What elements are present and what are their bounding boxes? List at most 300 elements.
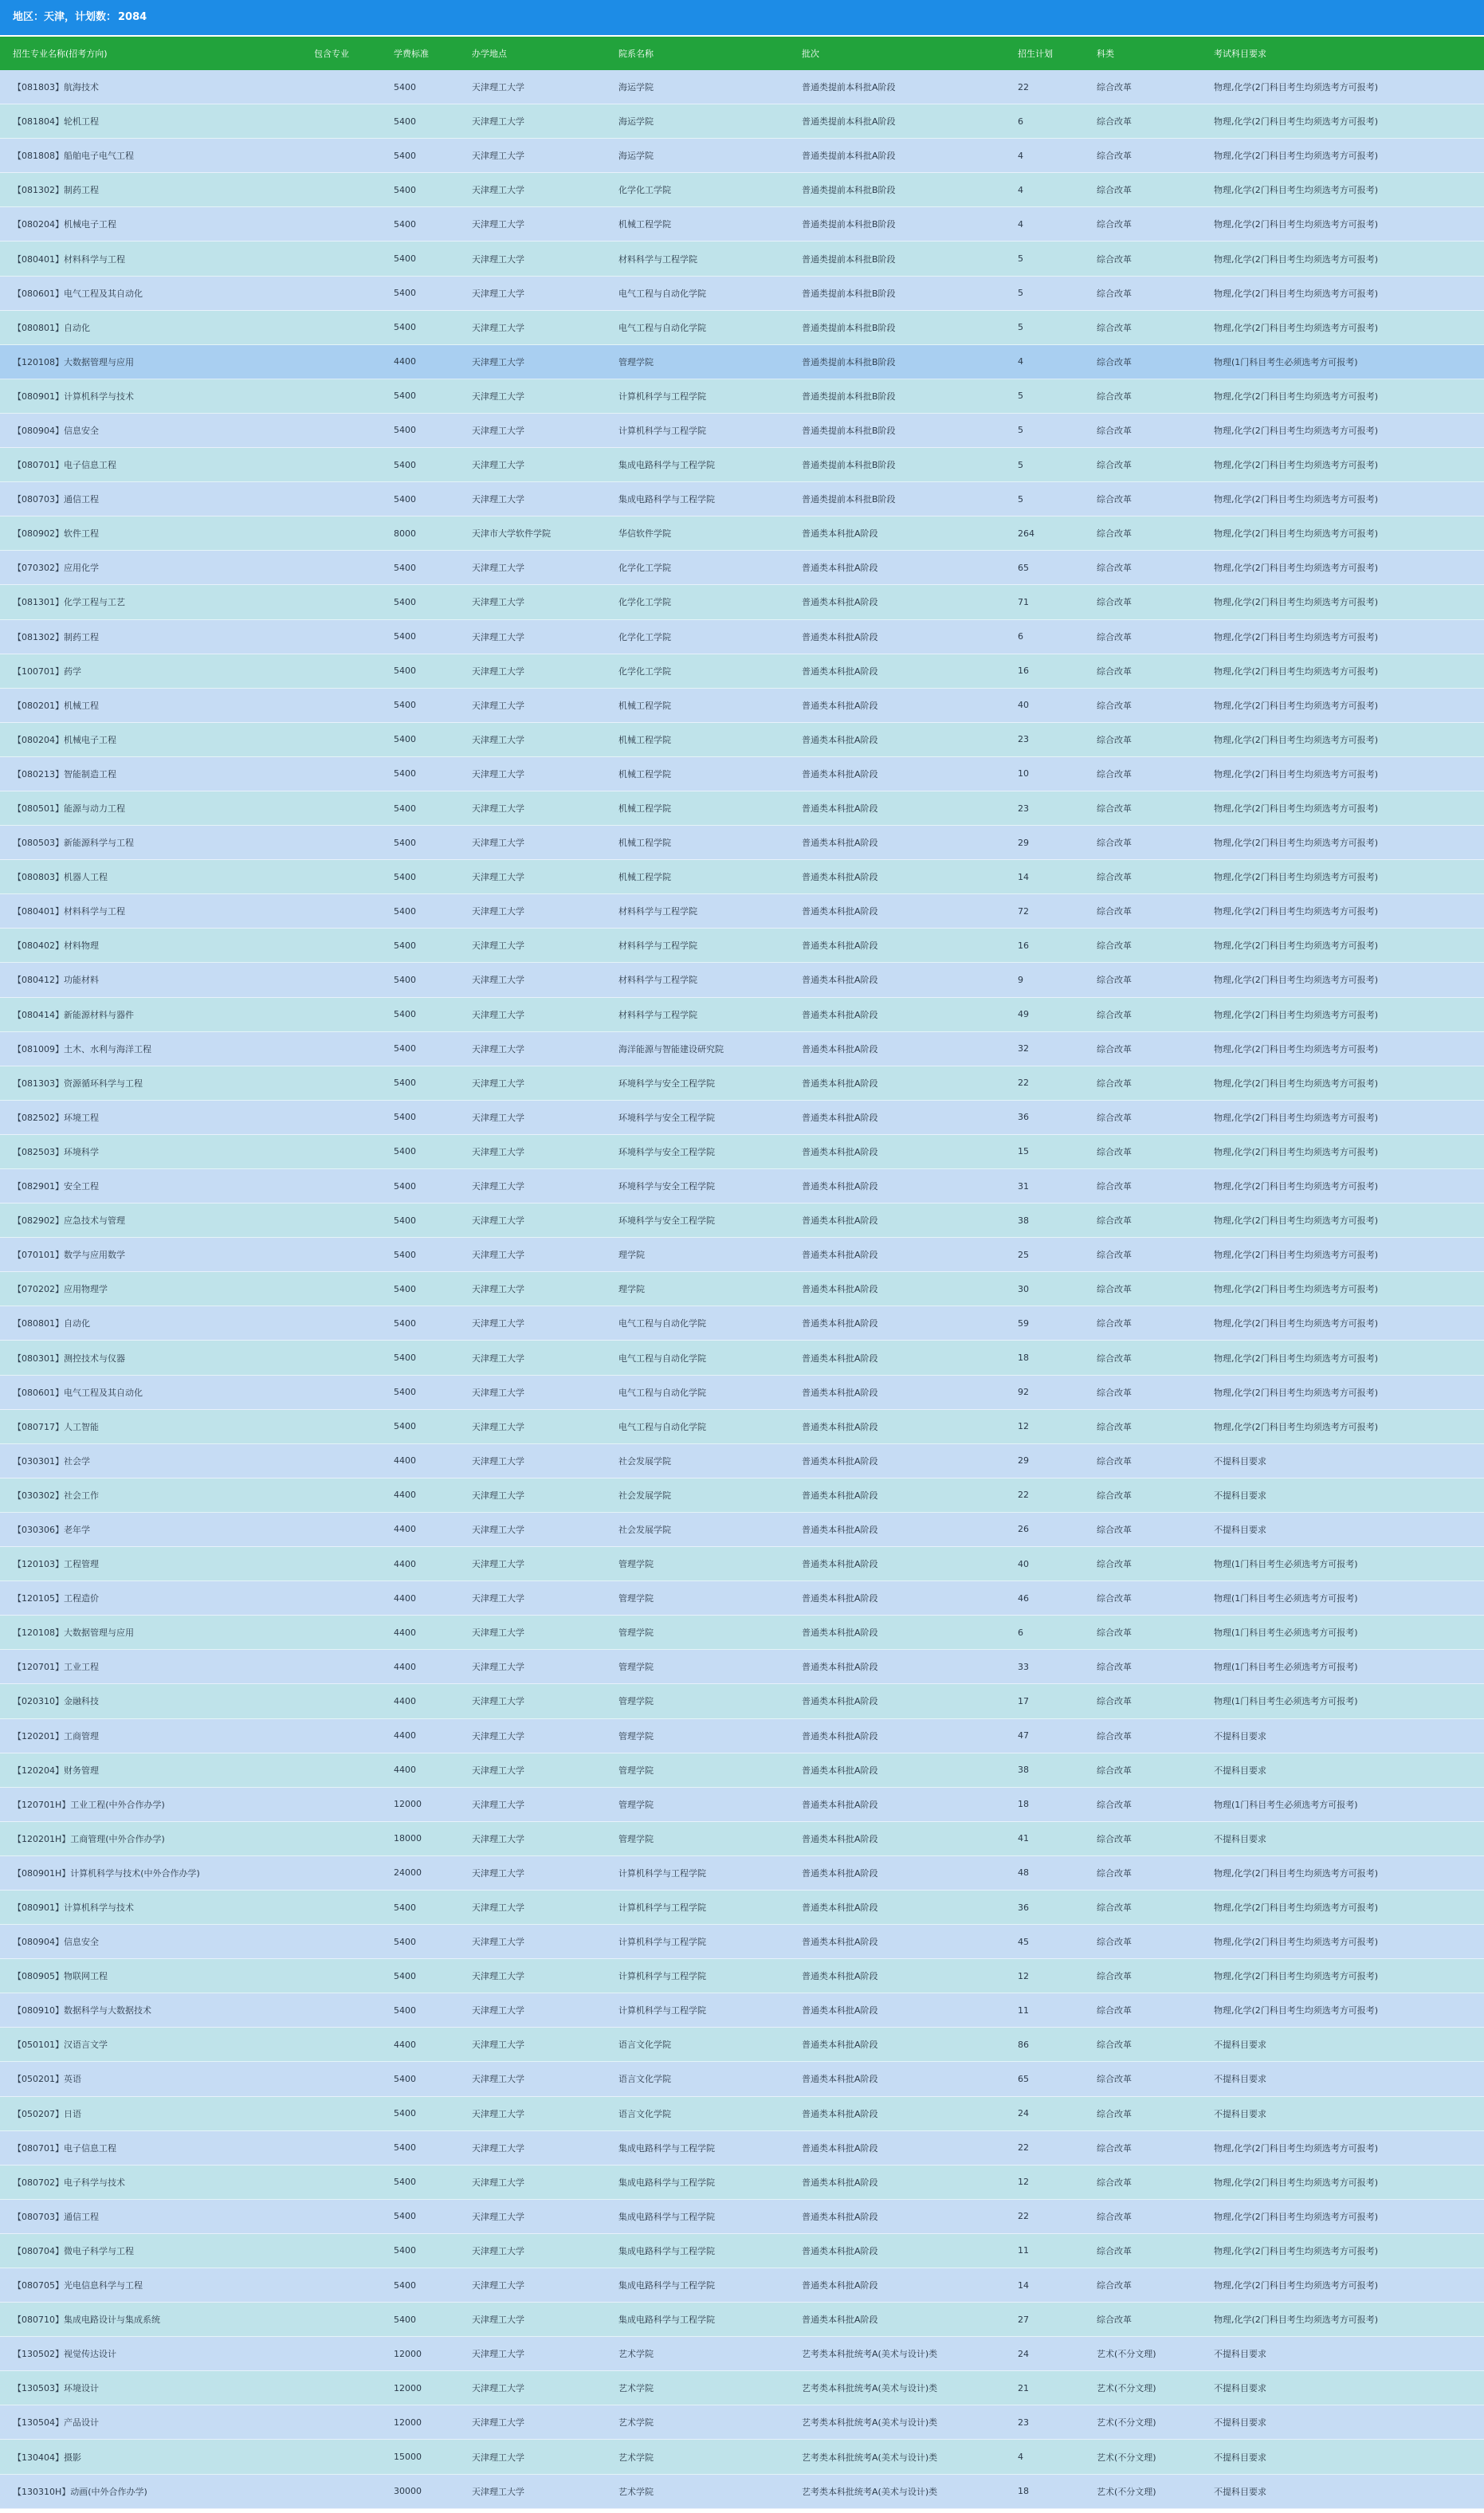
table-row bbox=[0, 1684, 1484, 1718]
cell-major-name: 【100701】药学 bbox=[13, 666, 81, 677]
cell-tuition: 5400 bbox=[394, 1249, 416, 1260]
table-row bbox=[0, 1066, 1484, 1101]
cell-department: 海运学院 bbox=[618, 151, 654, 162]
table-row bbox=[0, 2165, 1484, 2200]
cell-major-name: 【030301】社会学 bbox=[13, 1455, 90, 1467]
cell-plan-count: 25 bbox=[1018, 1249, 1029, 1260]
cell-category: 综合改革 bbox=[1097, 425, 1132, 436]
cell-department: 语言文化学院 bbox=[618, 2074, 671, 2085]
cell-batch: 普通类本科批A阶段 bbox=[802, 1628, 878, 1639]
table-row bbox=[0, 1650, 1484, 1684]
cell-category: 综合改革 bbox=[1097, 2005, 1132, 2016]
cell-department: 管理学院 bbox=[618, 1730, 654, 1741]
cell-batch: 普通类本科批A阶段 bbox=[802, 2142, 878, 2154]
cell-major-name: 【080801】自动化 bbox=[13, 322, 90, 333]
cell-tuition: 12000 bbox=[394, 2348, 422, 2359]
cell-tuition: 5400 bbox=[394, 2142, 416, 2154]
cell-tuition: 5400 bbox=[394, 1283, 416, 1294]
cell-plan-count: 45 bbox=[1018, 1936, 1029, 1947]
cell-major-name: 【082902】应急技术与管理 bbox=[13, 1215, 125, 1227]
table-row bbox=[0, 1616, 1484, 1650]
cell-plan-count: 14 bbox=[1018, 871, 1029, 882]
table-row bbox=[0, 1376, 1484, 1410]
cell-tuition: 4400 bbox=[394, 1592, 416, 1604]
cell-category: 综合改革 bbox=[1097, 1009, 1132, 1020]
cell-major-name: 【120201】工商管理 bbox=[13, 1730, 99, 1741]
cell-tuition: 5400 bbox=[394, 734, 416, 745]
cell-tuition: 5400 bbox=[394, 1112, 416, 1123]
table-row bbox=[0, 551, 1484, 585]
table-row bbox=[0, 1822, 1484, 1856]
cell-plan-count: 23 bbox=[1018, 734, 1029, 745]
cell-major-name: 【130310H】动画(中外合作办学) bbox=[13, 2486, 147, 2497]
cell-department: 管理学院 bbox=[618, 356, 654, 367]
cell-department: 集成电路科学与工程学院 bbox=[618, 2142, 715, 2154]
cell-campus: 天津理工大学 bbox=[472, 872, 524, 883]
cell-major-name: 【120105】工程造价 bbox=[13, 1593, 99, 1604]
cell-batch: 普通类本科批A阶段 bbox=[802, 803, 878, 815]
cell-department: 机械工程学院 bbox=[618, 219, 671, 230]
cell-subject-requirement: 不提科目要求 bbox=[1214, 2486, 1266, 2497]
cell-category: 艺术(不分文理) bbox=[1097, 2486, 1156, 2497]
table-row bbox=[0, 1238, 1484, 1272]
table-row bbox=[0, 1719, 1484, 1753]
cell-subject-requirement: 物理,化学(2门科目考生均须选考方可报考) bbox=[1214, 460, 1379, 471]
cell-tuition: 5400 bbox=[394, 1146, 416, 1157]
cell-major-name: 【081803】航海技术 bbox=[13, 82, 99, 93]
table-row bbox=[0, 2371, 1484, 2405]
cell-batch: 普通类本科批A阶段 bbox=[802, 666, 878, 677]
cell-batch: 普通类本科批A阶段 bbox=[802, 1696, 878, 1707]
cell-tuition: 4400 bbox=[394, 1695, 416, 1706]
cell-plan-count: 16 bbox=[1018, 940, 1029, 951]
cell-tuition: 5400 bbox=[394, 425, 416, 436]
table-row bbox=[0, 2131, 1484, 2165]
cell-tuition: 5400 bbox=[394, 940, 416, 951]
cell-major-name: 【080701】电子信息工程 bbox=[13, 460, 116, 471]
cell-batch: 普通类本科批A阶段 bbox=[802, 1387, 878, 1398]
cell-category: 艺术(不分文理) bbox=[1097, 2417, 1156, 2429]
cell-major-name: 【080901】计算机科学与技术 bbox=[13, 1902, 134, 1914]
table-row bbox=[0, 757, 1484, 791]
cell-campus: 天津理工大学 bbox=[472, 803, 524, 815]
cell-department: 社会发展学院 bbox=[618, 1490, 671, 1501]
cell-major-name: 【082503】环境科学 bbox=[13, 1146, 99, 1157]
cell-plan-count: 6 bbox=[1018, 631, 1023, 642]
cell-tuition: 4400 bbox=[394, 1455, 416, 1467]
cell-major-name: 【081302】制药工程 bbox=[13, 631, 99, 642]
cell-department: 社会发展学院 bbox=[618, 1524, 671, 1535]
cell-plan-count: 65 bbox=[1018, 2073, 1029, 2084]
table-row bbox=[0, 516, 1484, 551]
cell-subject-requirement: 物理(1门科目考生必须选考方可报考) bbox=[1214, 356, 1358, 367]
cell-subject-requirement: 不提科目要求 bbox=[1214, 1490, 1266, 1501]
cell-major-name: 【080703】通信工程 bbox=[13, 2211, 99, 2222]
cell-category: 综合改革 bbox=[1097, 356, 1132, 367]
cell-batch: 普通类本科批A阶段 bbox=[802, 872, 878, 883]
cell-campus: 天津理工大学 bbox=[472, 1937, 524, 1948]
cell-plan-count: 26 bbox=[1018, 1524, 1029, 1535]
cell-category: 综合改革 bbox=[1097, 1765, 1132, 1776]
cell-category: 综合改革 bbox=[1097, 1799, 1132, 1810]
cell-department: 材料科学与工程学院 bbox=[618, 1009, 697, 1020]
cell-campus: 天津理工大学 bbox=[472, 2280, 524, 2291]
cell-category: 艺术(不分文理) bbox=[1097, 2349, 1156, 2360]
cell-campus: 天津理工大学 bbox=[472, 1902, 524, 1914]
cell-category: 综合改革 bbox=[1097, 391, 1132, 402]
cell-major-name: 【130502】视觉传达设计 bbox=[13, 2349, 116, 2360]
cell-department: 艺术学院 bbox=[618, 2383, 654, 2394]
cell-subject-requirement: 物理,化学(2门科目考生均须选考方可报考) bbox=[1214, 1867, 1379, 1879]
cell-major-name: 【050207】日语 bbox=[13, 2108, 81, 2119]
cell-plan-count: 264 bbox=[1018, 528, 1034, 539]
cell-category: 综合改革 bbox=[1097, 563, 1132, 574]
cell-subject-requirement: 物理,化学(2门科目考生均须选考方可报考) bbox=[1214, 597, 1379, 608]
cell-campus: 天津理工大学 bbox=[472, 1799, 524, 1810]
cell-department: 理学院 bbox=[618, 1250, 645, 1261]
header-category: 科类 bbox=[1097, 49, 1114, 59]
header-department: 院系名称 bbox=[618, 49, 654, 59]
cell-subject-requirement: 物理,化学(2门科目考生均须选考方可报考) bbox=[1214, 1284, 1379, 1295]
cell-major-name: 【080803】机器人工程 bbox=[13, 872, 108, 883]
cell-batch: 普通类本科批A阶段 bbox=[802, 1318, 878, 1329]
cell-batch: 普通类本科批A阶段 bbox=[802, 1730, 878, 1741]
cell-major-name: 【120108】大数据管理与应用 bbox=[13, 356, 134, 367]
cell-subject-requirement: 物理,化学(2门科目考生均须选考方可报考) bbox=[1214, 1902, 1379, 1914]
cell-subject-requirement: 不提科目要求 bbox=[1214, 2040, 1266, 2051]
cell-batch: 艺考类本科批统考A(美术与设计)类 bbox=[802, 2486, 938, 2497]
cell-batch: 普通类本科批A阶段 bbox=[802, 1867, 878, 1879]
cell-plan-count: 65 bbox=[1018, 562, 1029, 573]
cell-batch: 普通类本科批A阶段 bbox=[802, 1902, 878, 1914]
cell-category: 综合改革 bbox=[1097, 940, 1132, 952]
table-row bbox=[0, 826, 1484, 860]
cell-subject-requirement: 物理(1门科目考生必须选考方可报考) bbox=[1214, 1628, 1358, 1639]
cell-campus: 天津理工大学 bbox=[472, 2417, 524, 2429]
cell-department: 艺术学院 bbox=[618, 2486, 654, 2497]
cell-major-name: 【130503】环境设计 bbox=[13, 2383, 99, 2394]
cell-department: 理学院 bbox=[618, 1284, 645, 1295]
cell-category: 综合改革 bbox=[1097, 906, 1132, 917]
cell-batch: 普通类本科批A阶段 bbox=[802, 2280, 878, 2291]
cell-plan-count: 14 bbox=[1018, 2279, 1029, 2291]
cell-subject-requirement: 物理,化学(2门科目考生均须选考方可报考) bbox=[1214, 940, 1379, 952]
cell-plan-count: 4 bbox=[1018, 150, 1023, 161]
cell-department: 管理学院 bbox=[618, 1833, 654, 1844]
cell-batch: 普通类提前本科批B阶段 bbox=[802, 494, 896, 505]
cell-major-name: 【120201H】工商管理(中外合作办学) bbox=[13, 1833, 165, 1844]
cell-batch: 普通类本科批A阶段 bbox=[802, 1284, 878, 1295]
cell-batch: 普通类本科批A阶段 bbox=[802, 906, 878, 917]
cell-major-name: 【080901】计算机科学与技术 bbox=[13, 391, 134, 402]
cell-category: 综合改革 bbox=[1097, 1490, 1132, 1501]
cell-plan-count: 22 bbox=[1018, 2211, 1029, 2222]
cell-tuition: 5400 bbox=[394, 1970, 416, 1981]
cell-batch: 普通类本科批A阶段 bbox=[802, 1043, 878, 1054]
cell-campus: 天津理工大学 bbox=[472, 1559, 524, 1570]
cell-department: 计算机科学与工程学院 bbox=[618, 1902, 706, 1914]
cell-department: 计算机科学与工程学院 bbox=[618, 1971, 706, 1982]
cell-category: 综合改革 bbox=[1097, 185, 1132, 196]
cell-department: 集成电路科学与工程学院 bbox=[618, 2280, 715, 2291]
cell-department: 化学化工学院 bbox=[618, 563, 671, 574]
cell-subject-requirement: 物理,化学(2门科目考生均须选考方可报考) bbox=[1214, 528, 1379, 540]
cell-category: 综合改革 bbox=[1097, 2142, 1132, 2154]
cell-major-name: 【120108】大数据管理与应用 bbox=[13, 1628, 134, 1639]
cell-plan-count: 41 bbox=[1018, 1833, 1029, 1844]
header-campus: 办学地点 bbox=[472, 49, 507, 59]
header-batch: 批次 bbox=[802, 49, 819, 59]
cell-subject-requirement: 物理,化学(2门科目考生均须选考方可报考) bbox=[1214, 1937, 1379, 1948]
cell-major-name: 【080701】电子信息工程 bbox=[13, 2142, 116, 2154]
cell-batch: 普通类本科批A阶段 bbox=[802, 1112, 878, 1123]
cell-department: 管理学院 bbox=[618, 1799, 654, 1810]
cell-department: 环境科学与安全工程学院 bbox=[618, 1112, 715, 1123]
cell-department: 环境科学与安全工程学院 bbox=[618, 1078, 715, 1089]
cell-plan-count: 40 bbox=[1018, 1558, 1029, 1569]
cell-batch: 艺考类本科批统考A(美术与设计)类 bbox=[802, 2452, 938, 2463]
cell-plan-count: 22 bbox=[1018, 81, 1029, 92]
cell-plan-count: 10 bbox=[1018, 768, 1029, 779]
table-row bbox=[0, 1135, 1484, 1169]
table-row bbox=[0, 1753, 1484, 1788]
cell-major-name: 【080503】新能源科学与工程 bbox=[13, 838, 134, 849]
cell-batch: 普通类本科批A阶段 bbox=[802, 1250, 878, 1261]
cell-tuition: 4400 bbox=[394, 1524, 416, 1535]
cell-tuition: 5400 bbox=[394, 871, 416, 882]
cell-campus: 天津理工大学 bbox=[472, 356, 524, 367]
cell-batch: 普通类本科批A阶段 bbox=[802, 2005, 878, 2016]
cell-subject-requirement: 物理,化学(2门科目考生均须选考方可报考) bbox=[1214, 151, 1379, 162]
cell-plan-count: 16 bbox=[1018, 666, 1029, 677]
cell-campus: 天津理工大学 bbox=[472, 1284, 524, 1295]
cell-major-name: 【080901H】计算机科学与技术(中外合作办学) bbox=[13, 1867, 200, 1879]
cell-subject-requirement: 物理,化学(2门科目考生均须选考方可报考) bbox=[1214, 82, 1379, 93]
cell-major-name: 【080401】材料科学与工程 bbox=[13, 906, 125, 917]
cell-major-name: 【080710】集成电路设计与集成系统 bbox=[13, 2315, 160, 2326]
cell-campus: 天津理工大学 bbox=[472, 391, 524, 402]
cell-batch: 普通类本科批A阶段 bbox=[802, 1524, 878, 1535]
table-row bbox=[0, 894, 1484, 929]
cell-category: 综合改革 bbox=[1097, 2245, 1132, 2256]
cell-category: 综合改革 bbox=[1097, 1524, 1132, 1535]
cell-batch: 普通类本科批A阶段 bbox=[802, 1009, 878, 1020]
cell-category: 综合改革 bbox=[1097, 2177, 1132, 2188]
cell-category: 综合改革 bbox=[1097, 1593, 1132, 1604]
cell-department: 华信软件学院 bbox=[618, 528, 671, 540]
cell-tuition: 4400 bbox=[394, 1490, 416, 1501]
cell-campus: 天津理工大学 bbox=[472, 1043, 524, 1054]
cell-batch: 普通类本科批A阶段 bbox=[802, 1215, 878, 1227]
cell-major-name: 【081808】船舶电子电气工程 bbox=[13, 151, 134, 162]
cell-category: 综合改革 bbox=[1097, 116, 1132, 128]
cell-subject-requirement: 物理,化学(2门科目考生均须选考方可报考) bbox=[1214, 1078, 1379, 1089]
cell-category: 综合改革 bbox=[1097, 768, 1132, 779]
cell-batch: 艺考类本科批统考A(美术与设计)类 bbox=[802, 2417, 938, 2429]
cell-tuition: 5400 bbox=[394, 2073, 416, 2084]
table-row bbox=[0, 2028, 1484, 2062]
table-row bbox=[0, 654, 1484, 689]
cell-tuition: 5400 bbox=[394, 2108, 416, 2119]
cell-campus: 天津理工大学 bbox=[472, 1387, 524, 1398]
cell-category: 综合改革 bbox=[1097, 838, 1132, 849]
cell-department: 集成电路科学与工程学院 bbox=[618, 460, 715, 471]
cell-batch: 普通类本科批A阶段 bbox=[802, 1593, 878, 1604]
cell-subject-requirement: 不提科目要求 bbox=[1214, 2452, 1266, 2463]
cell-department: 集成电路科学与工程学院 bbox=[618, 2245, 715, 2256]
cell-campus: 天津理工大学 bbox=[472, 700, 524, 711]
cell-campus: 天津理工大学 bbox=[472, 2315, 524, 2326]
cell-department: 机械工程学院 bbox=[618, 838, 671, 849]
cell-subject-requirement: 物理,化学(2门科目考生均须选考方可报考) bbox=[1214, 494, 1379, 505]
cell-department: 电气工程与自动化学院 bbox=[618, 1421, 706, 1432]
cell-campus: 天津理工大学 bbox=[472, 1146, 524, 1157]
table-row bbox=[0, 139, 1484, 173]
cell-department: 集成电路科学与工程学院 bbox=[618, 494, 715, 505]
table-row bbox=[0, 2234, 1484, 2268]
table-row bbox=[0, 1101, 1484, 1135]
cell-plan-count: 46 bbox=[1018, 1592, 1029, 1604]
cell-department: 环境科学与安全工程学院 bbox=[618, 1146, 715, 1157]
cell-plan-count: 6 bbox=[1018, 1627, 1023, 1638]
cell-department: 语言文化学院 bbox=[618, 2108, 671, 2119]
cell-campus: 天津理工大学 bbox=[472, 1215, 524, 1227]
cell-tuition: 12000 bbox=[394, 1799, 422, 1810]
cell-plan-count: 22 bbox=[1018, 2142, 1029, 2154]
cell-category: 综合改革 bbox=[1097, 1833, 1132, 1844]
cell-campus: 天津理工大学 bbox=[472, 460, 524, 471]
cell-batch: 普通类本科批A阶段 bbox=[802, 975, 878, 986]
cell-tuition: 5400 bbox=[394, 974, 416, 985]
cell-plan-count: 6 bbox=[1018, 116, 1023, 127]
cell-subject-requirement: 不提科目要求 bbox=[1214, 1455, 1266, 1467]
cell-subject-requirement: 不提科目要求 bbox=[1214, 1833, 1266, 1844]
table-row bbox=[0, 2337, 1484, 2371]
cell-plan-count: 5 bbox=[1018, 425, 1023, 436]
cell-batch: 普通类本科批A阶段 bbox=[802, 2040, 878, 2051]
cell-tuition: 5400 bbox=[394, 322, 416, 333]
cell-campus: 天津理工大学 bbox=[472, 2452, 524, 2463]
cell-category: 综合改革 bbox=[1097, 2315, 1132, 2326]
cell-campus: 天津理工大学 bbox=[472, 494, 524, 505]
cell-subject-requirement: 物理,化学(2门科目考生均须选考方可报考) bbox=[1214, 700, 1379, 711]
cell-subject-requirement: 不提科目要求 bbox=[1214, 2417, 1266, 2429]
cell-major-name: 【070302】应用化学 bbox=[13, 563, 99, 574]
cell-batch: 普通类本科批A阶段 bbox=[802, 1490, 878, 1501]
cell-category: 综合改革 bbox=[1097, 1971, 1132, 1982]
cell-category: 综合改革 bbox=[1097, 2074, 1132, 2085]
cell-batch: 普通类本科批A阶段 bbox=[802, 2177, 878, 2188]
table-row bbox=[0, 2303, 1484, 2337]
cell-department: 环境科学与安全工程学院 bbox=[618, 1215, 715, 1227]
cell-tuition: 5400 bbox=[394, 700, 416, 711]
table-row bbox=[0, 379, 1484, 414]
header-tuition: 学费标准 bbox=[394, 49, 429, 59]
cell-campus: 天津理工大学 bbox=[472, 1524, 524, 1535]
table-row bbox=[0, 241, 1484, 276]
cell-major-name: 【080705】光电信息科学与工程 bbox=[13, 2280, 143, 2291]
cell-department: 管理学院 bbox=[618, 1559, 654, 1570]
cell-subject-requirement: 物理,化学(2门科目考生均须选考方可报考) bbox=[1214, 1421, 1379, 1432]
cell-campus: 天津理工大学 bbox=[472, 838, 524, 849]
cell-department: 集成电路科学与工程学院 bbox=[618, 2177, 715, 2188]
table-row bbox=[0, 1444, 1484, 1478]
cell-subject-requirement: 物理,化学(2门科目考生均须选考方可报考) bbox=[1214, 768, 1379, 779]
cell-department: 海洋能源与智能建设研究院 bbox=[618, 1043, 724, 1054]
cell-campus: 天津理工大学 bbox=[472, 253, 524, 265]
cell-subject-requirement: 物理,化学(2门科目考生均须选考方可报考) bbox=[1214, 425, 1379, 436]
cell-batch: 普通类提前本科批A阶段 bbox=[802, 151, 896, 162]
cell-tuition: 5400 bbox=[394, 184, 416, 195]
cell-department: 计算机科学与工程学院 bbox=[618, 1867, 706, 1879]
cell-tuition: 5400 bbox=[394, 459, 416, 470]
cell-major-name: 【080204】机械电子工程 bbox=[13, 734, 116, 745]
cell-campus: 天津理工大学 bbox=[472, 151, 524, 162]
table-row bbox=[0, 345, 1484, 379]
cell-campus: 天津理工大学 bbox=[472, 631, 524, 642]
cell-subject-requirement: 不提科目要求 bbox=[1214, 1765, 1266, 1776]
cell-batch: 普通类提前本科批A阶段 bbox=[802, 116, 896, 128]
cell-subject-requirement: 物理,化学(2门科目考生均须选考方可报考) bbox=[1214, 322, 1379, 333]
cell-campus: 天津理工大学 bbox=[472, 82, 524, 93]
cell-major-name: 【080213】智能制造工程 bbox=[13, 768, 116, 779]
cell-plan-count: 23 bbox=[1018, 803, 1029, 814]
cell-subject-requirement: 物理,化学(2门科目考生均须选考方可报考) bbox=[1214, 975, 1379, 986]
cell-tuition: 5400 bbox=[394, 1043, 416, 1054]
cell-major-name: 【080717】人工智能 bbox=[13, 1421, 99, 1432]
cell-major-name: 【081009】土木、水利与海洋工程 bbox=[13, 1043, 151, 1054]
cell-tuition: 4400 bbox=[394, 1765, 416, 1776]
cell-plan-count: 11 bbox=[1018, 2245, 1029, 2256]
cell-major-name: 【080601】电气工程及其自动化 bbox=[13, 1387, 143, 1398]
cell-batch: 普通类本科批A阶段 bbox=[802, 1559, 878, 1570]
cell-subject-requirement: 物理,化学(2门科目考生均须选考方可报考) bbox=[1214, 288, 1379, 299]
cell-plan-count: 59 bbox=[1018, 1317, 1029, 1329]
table-row bbox=[0, 963, 1484, 997]
cell-tuition: 5400 bbox=[394, 1936, 416, 1947]
cell-campus: 天津理工大学 bbox=[472, 1112, 524, 1123]
cell-major-name: 【120701H】工业工程(中外合作办学) bbox=[13, 1799, 165, 1810]
cell-plan-count: 12 bbox=[1018, 1970, 1029, 1981]
cell-subject-requirement: 物理,化学(2门科目考生均须选考方可报考) bbox=[1214, 872, 1379, 883]
table-row bbox=[0, 277, 1484, 311]
cell-tuition: 5400 bbox=[394, 1421, 416, 1432]
cell-major-name: 【080501】能源与动力工程 bbox=[13, 803, 125, 815]
cell-subject-requirement: 物理,化学(2门科目考生均须选考方可报考) bbox=[1214, 1318, 1379, 1329]
header-subject-requirement: 考试科目要求 bbox=[1214, 49, 1266, 59]
cell-plan-count: 11 bbox=[1018, 2005, 1029, 2016]
cell-category: 综合改革 bbox=[1097, 597, 1132, 608]
table-row bbox=[0, 1891, 1484, 1925]
cell-department: 艺术学院 bbox=[618, 2417, 654, 2429]
cell-tuition: 15000 bbox=[394, 2452, 422, 2463]
cell-category: 综合改革 bbox=[1097, 1078, 1132, 1089]
cell-department: 环境科学与安全工程学院 bbox=[618, 1181, 715, 1192]
header-major-name: 招生专业名称(招考方向) bbox=[13, 49, 108, 59]
cell-batch: 普通类提前本科批B阶段 bbox=[802, 460, 896, 471]
cell-tuition: 5400 bbox=[394, 218, 416, 230]
cell-major-name: 【081301】化学工程与工艺 bbox=[13, 597, 125, 608]
table-row bbox=[0, 1478, 1484, 1513]
cell-subject-requirement: 物理,化学(2门科目考生均须选考方可报考) bbox=[1214, 2315, 1379, 2326]
cell-subject-requirement: 物理,化学(2门科目考生均须选考方可报考) bbox=[1214, 2177, 1379, 2188]
cell-category: 综合改革 bbox=[1097, 322, 1132, 333]
table-row bbox=[0, 1581, 1484, 1616]
cell-campus: 天津理工大学 bbox=[472, 2486, 524, 2497]
table-row bbox=[0, 1032, 1484, 1066]
cell-department: 电气工程与自动化学院 bbox=[618, 1353, 706, 1364]
cell-department: 海运学院 bbox=[618, 82, 654, 93]
